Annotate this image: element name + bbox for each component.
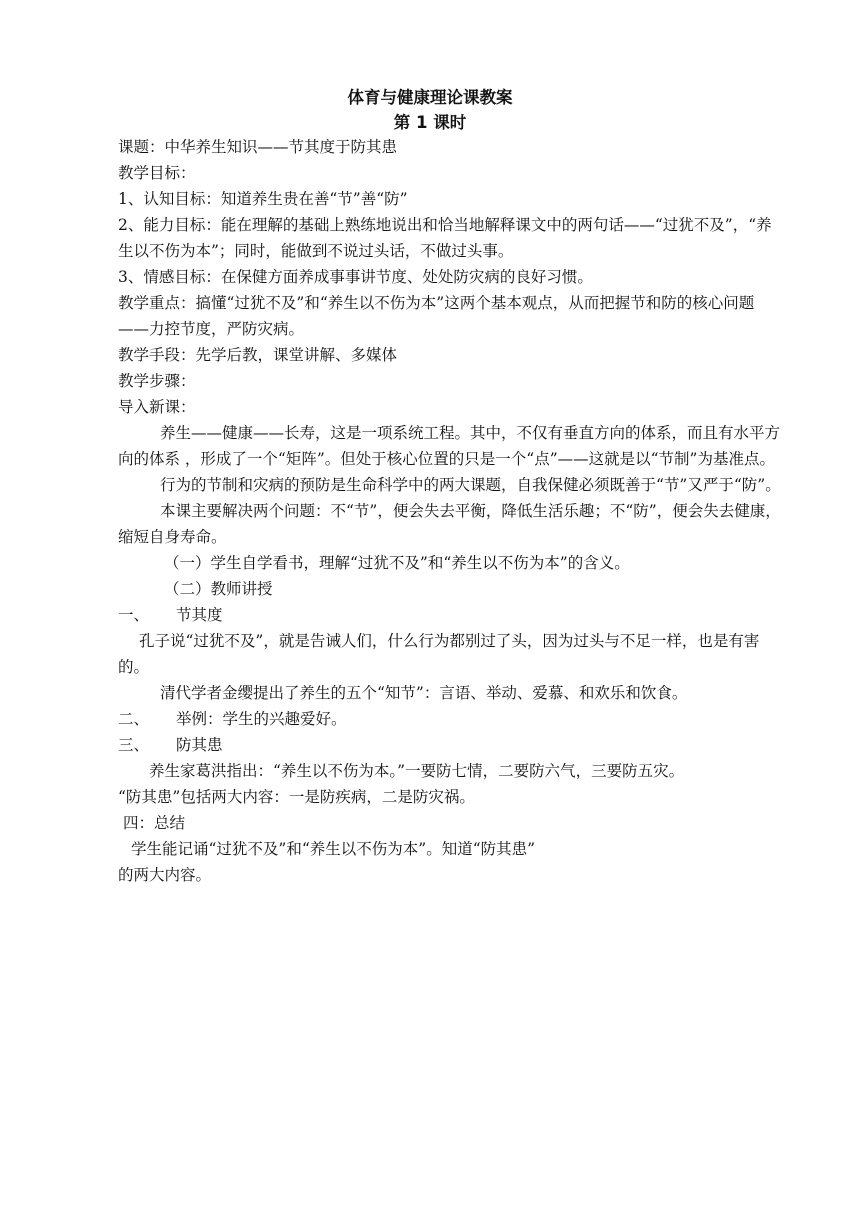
summary-paragraph-end: 的两大内容。 xyxy=(118,866,212,884)
teaching-goals-heading: 教学目标： xyxy=(118,164,196,182)
section-number: 一、 xyxy=(118,606,150,624)
section-heading xyxy=(118,602,784,628)
section-heading xyxy=(118,732,784,758)
step-self-study: （一）学生自学看书，理解“过犹不及”和“养生以不伤为本”的含义。 xyxy=(164,554,630,572)
goal-cognitive: 1、认知目标：知道养生贵在善“节”善“防” xyxy=(118,190,408,208)
intro-paragraph-1: 养生——健康——长寿，这是一项系统工程。其中，不仅有垂直方向的体系，而且有水平方向的体系 ，形成了一个“矩阵”。但处于核心位置的只是一个“点”——这就是以“节制”为基准点。 xyxy=(118,424,781,468)
teaching-focus: 教学重点：搞懂“过犹不及”和“养生以不伤为本”这两个基本观点，从而把握节和防的核心问题——力控节度，严防灾病。 xyxy=(118,294,755,338)
gehong-paragraph: 养生家葛洪指出：“养生以不伤为本。”一要防七情，二要防六气，三要防五灾。 xyxy=(149,762,685,780)
goal-ability: 2、能力目标：能在理解的基础上熟练地说出和恰当地解释课文中的两句话——“过犹不及”，“养生以不伤为本”；同时，能做到不说过头话，不做过头事。 xyxy=(118,216,772,260)
lesson-number: 第 1 课时 xyxy=(393,113,467,132)
section-number: 三、 xyxy=(118,736,150,754)
step-teacher-lecture: （二）教师讲授 xyxy=(164,580,273,598)
lesson-topic: 课题：中华养生知识——节其度于防其患 xyxy=(118,138,398,156)
prevention-content: “防其患”包括两大内容：一是防疾病，二是防灾祸。 xyxy=(118,788,475,806)
introduction-heading: 导入新课： xyxy=(118,398,196,416)
jinying-paragraph: 清代学者金缨提出了养生的五个“知节”：言语、举动、爱慕、和欢乐和饮食。 xyxy=(160,684,688,702)
teaching-steps-heading: 教学步骤： xyxy=(118,372,196,390)
confucius-paragraph: 孔子说“过犹不及”，就是告诫人们，什么行为都别过了头，因为过头与不足一样，也是有害的。 xyxy=(118,632,760,676)
intro-paragraph-3: 本课主要解决两个问题：不“节”，便会失去平衡，降低生活乐趣；不“防”，便会失去健康，缩短自身寿命。 xyxy=(118,502,781,546)
document-body xyxy=(118,134,784,888)
section-title: 节其度 xyxy=(176,606,223,624)
section-title: 举例：学生的兴趣爱好。 xyxy=(176,710,347,728)
goal-emotion: 3、情感目标：在保健方面养成事事讲节度、处处防灾病的良好习惯。 xyxy=(118,268,593,286)
intro-paragraph-2: 行为的节制和灾病的预防是生命科学中的两大课题，自我保健必须既善于“节”又严于“防”。 xyxy=(160,476,781,494)
section-heading xyxy=(118,706,784,732)
teaching-means: 教学手段：先学后教，课堂讲解、多媒体 xyxy=(118,346,398,364)
section-title: 防其患 xyxy=(176,736,223,754)
section-number: 二、 xyxy=(118,710,150,728)
summary-heading: 四：总结 xyxy=(123,814,186,832)
summary-paragraph: 学生能记诵“过犹不及”和“养生以不伤为本”。知道“防其患” xyxy=(131,840,536,858)
document-title: 体育与健康理论课教案 xyxy=(347,88,513,107)
